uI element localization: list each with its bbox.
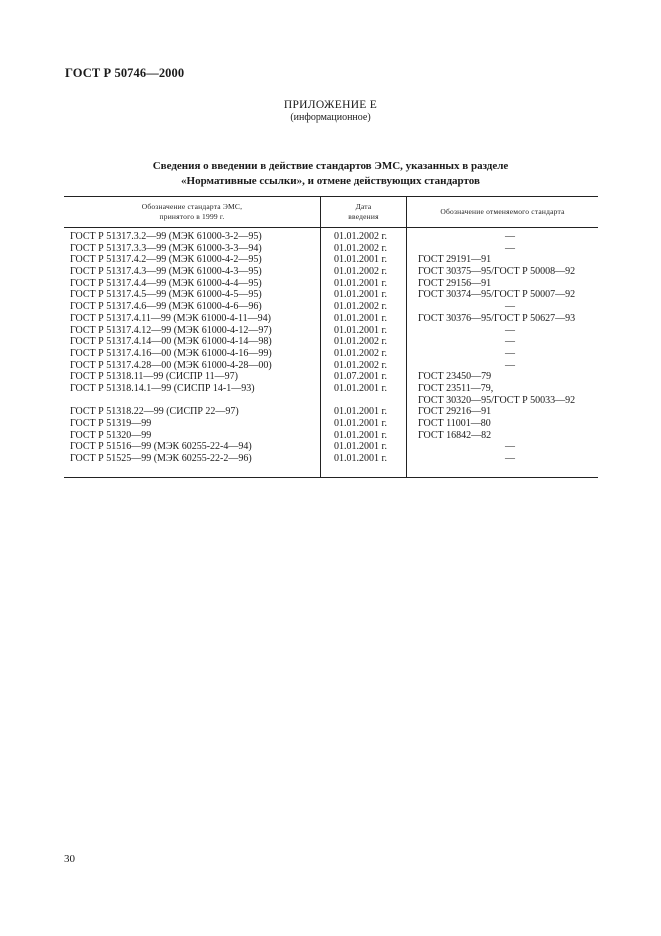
cell-date: 01.01.2002 г. — [334, 301, 387, 313]
section-heading-line-2: «Нормативные ссылки», и отмене действующих стандартов — [181, 175, 480, 187]
cell-replaced: ГОСТ 29191—91 — [418, 254, 492, 266]
cell-date: 01.01.2001 г. — [334, 441, 387, 453]
column-header-standard — [64, 197, 320, 227]
column-header-date — [321, 197, 406, 227]
column-header-standard-line-2: принятого в 1999 г. — [159, 212, 225, 221]
cell-dash: — — [505, 441, 515, 453]
table-row — [64, 348, 598, 360]
cell-standard: ГОСТ Р 51317.4.4—99 (МЭК 61000-4-4—95) — [70, 277, 262, 289]
cell-replaced: ГОСТ 29216—91 — [418, 406, 492, 418]
table-row — [64, 254, 598, 266]
page-number: 30 — [64, 853, 75, 865]
cell-dash: — — [505, 242, 515, 254]
cell-standard: ГОСТ Р 51317.4.14—00 (МЭК 61000-4-14—98) — [70, 336, 272, 348]
cell-replaced: ГОСТ 29156—91 — [418, 277, 492, 289]
table-row — [64, 243, 598, 255]
annex-title: ПРИЛОЖЕНИЕ Е — [283, 99, 378, 111]
cell-dash: — — [505, 359, 515, 371]
cell-date: 01.01.2001 г. — [334, 312, 387, 324]
table-row — [64, 453, 598, 465]
column-header-replaced: Обозначение отменяемого стандарта — [440, 207, 565, 216]
cell-dash: — — [505, 347, 515, 359]
cell-replaced: ГОСТ 23450—79 — [418, 371, 492, 383]
cell-standard: ГОСТ Р 51516—99 (МЭК 60255-22-4—94) — [70, 441, 252, 453]
table-row — [64, 278, 598, 290]
cell-standard: ГОСТ Р 51318.14.1—99 (СИСПР 14-1—93) — [70, 382, 255, 394]
cell-date: 01.01.2001 г. — [334, 382, 387, 394]
cell-date: 01.01.2002 г. — [334, 336, 387, 348]
cell-date: 01.01.2001 г. — [334, 406, 387, 418]
cell-standard: ГОСТ Р 51317.3.2—99 (МЭК 61000-3-2—95) — [70, 231, 262, 242]
cell-standard: ГОСТ Р 51317.4.11—99 (МЭК 61000-4-11—94) — [70, 312, 271, 324]
cell-dash: — — [505, 336, 515, 348]
cell-standard: ГОСТ Р 51318.22—99 (СИСПР 22—97) — [70, 406, 239, 418]
table-row — [64, 325, 598, 337]
cell-dash: — — [505, 301, 515, 313]
cell-standard: ГОСТ Р 51317.4.5—99 (МЭК 61000-4-5—95) — [70, 289, 262, 301]
cell-date: 01.01.2001 г. — [334, 453, 387, 465]
cell-standard: ГОСТ Р 51317.4.3—99 (МЭК 61000-4-3—95) — [70, 266, 262, 278]
cell-standard: ГОСТ Р 51320—99 — [70, 429, 152, 441]
cell-date: 01.01.2002 г. — [334, 359, 387, 371]
cell-date: 01.01.2002 г. — [334, 231, 387, 242]
cell-date: 01.01.2002 г. — [334, 347, 387, 359]
cell-replaced: ГОСТ 30376—95/ГОСТ Р 50627—93 — [418, 312, 576, 324]
cell-date: 01.01.2001 г. — [334, 277, 387, 289]
section-heading — [0, 159, 661, 189]
cell-date: 01.01.2001 г. — [334, 429, 387, 441]
cell-standard: ГОСТ Р 51317.3.3—99 (МЭК 61000-3-3—94) — [70, 242, 262, 254]
table-body — [64, 231, 598, 465]
section-heading-line-1: Сведения о введении в действие стандартов ЭМС, указанных в разделе — [152, 160, 509, 172]
table-row — [64, 395, 598, 407]
cell-standard: ГОСТ Р 51317.4.12—99 (МЭК 61000-4-12—97) — [70, 324, 272, 336]
cell-replaced: ГОСТ 11001—80 — [418, 418, 491, 429]
cell-replaced: ГОСТ 30374—95/ГОСТ Р 50007—92 — [418, 289, 576, 301]
cell-date: 01.07.2001 г. — [334, 371, 387, 383]
cell-standard: ГОСТ Р 51317.4.6—99 (МЭК 61000-4-6—96) — [70, 301, 262, 313]
cell-date: 01.01.2001 г. — [334, 254, 387, 266]
table-row — [64, 383, 598, 395]
table-row — [64, 371, 598, 383]
cell-date: 01.01.2002 г. — [334, 242, 387, 254]
table-row — [64, 289, 598, 301]
cell-replaced: ГОСТ 30320—95/ГОСТ Р 50033—92 — [418, 394, 576, 406]
document-code: ГОСТ Р 50746—2000 — [65, 66, 185, 80]
cell-date: 01.01.2001 г. — [334, 289, 387, 301]
table-header-divider — [64, 227, 598, 228]
column-header-date-line-1: Дата — [355, 202, 372, 211]
table-row — [64, 406, 598, 418]
table-row — [64, 336, 598, 348]
cell-standard: ГОСТ Р 51317.4.28—00 (МЭК 61000-4-28—00) — [70, 359, 272, 371]
cell-dash: — — [505, 324, 515, 336]
cell-date: 01.01.2002 г. — [334, 266, 387, 278]
cell-replaced: ГОСТ 30375—95/ГОСТ Р 50008—92 — [418, 266, 576, 278]
cell-date: 01.01.2001 г. — [334, 418, 387, 429]
table-row — [64, 231, 598, 243]
annex-subtitle: (информационное) — [290, 112, 371, 123]
standards-table — [64, 196, 598, 478]
cell-standard: ГОСТ Р 51525—99 (МЭК 60255-22-2—96) — [70, 453, 252, 465]
table-row — [64, 418, 598, 430]
table-row — [64, 313, 598, 325]
table-row — [64, 430, 598, 442]
cell-standard: ГОСТ Р 51317.4.2—99 (МЭК 61000-4-2—95) — [70, 254, 262, 266]
cell-dash: — — [505, 453, 515, 465]
table-row — [64, 266, 598, 278]
table-row — [64, 301, 598, 313]
cell-date: 01.01.2001 г. — [334, 324, 387, 336]
table-row — [64, 441, 598, 453]
cell-standard: ГОСТ Р 51319—99 — [70, 418, 152, 429]
cell-standard: ГОСТ Р 51317.4.16—00 (МЭК 61000-4-16—99) — [70, 347, 272, 359]
cell-dash: — — [505, 231, 515, 242]
cell-standard: ГОСТ Р 51318.11—99 (СИСПР 11—97) — [70, 371, 238, 383]
cell-replaced: ГОСТ 23511—79, — [418, 382, 494, 394]
cell-replaced: ГОСТ 16842—82 — [418, 429, 492, 441]
column-header-standard-line-1: Обозначение стандарта ЭМС, — [141, 202, 243, 211]
column-header-date-line-2: введения — [348, 212, 379, 221]
table-row — [64, 360, 598, 372]
